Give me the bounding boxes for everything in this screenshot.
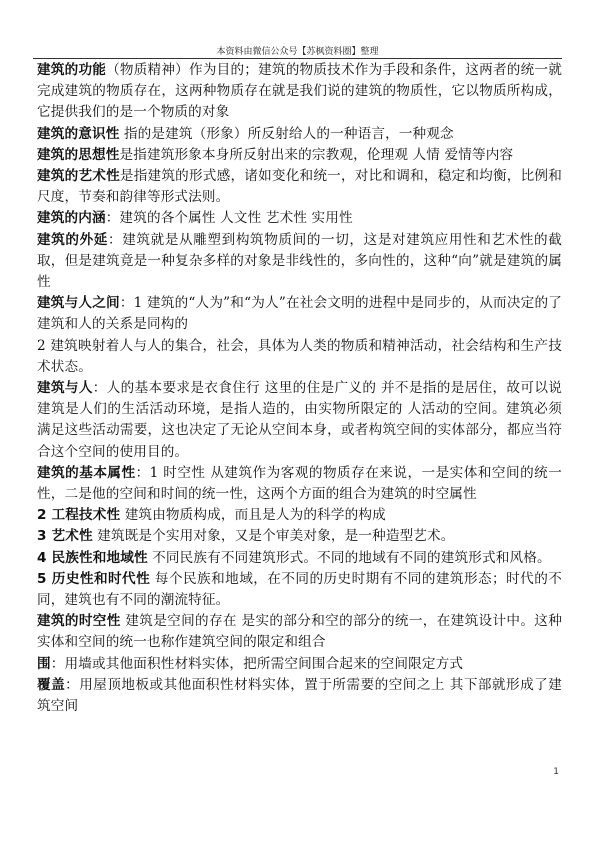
- paragraph: [37, 654, 562, 675]
- paragraph-text: ：1 时空性 从建筑作为客观的物质存在来说，一是实体和空间的统一性，二是他的空间和时间的统一性，这两个方面的组合为建筑的时空属性: [37, 464, 562, 503]
- paragraph-text: 每个民族和地域，在不同的历史时期有不同的建筑形态；时代的不同，建筑也有不同的潮流特征。: [37, 570, 562, 609]
- paragraph-text: ：建筑就是从雕塑到构筑物质间的一切，这是对建筑应用性和艺术性的截取，但是建筑竟是一种复杂多样的对象是非线性的，多向性的，这种“向”就是建筑的属性: [37, 231, 562, 291]
- header-divider: [33, 58, 562, 59]
- paragraph: [37, 336, 562, 378]
- paragraph: [37, 293, 562, 335]
- paragraph-term: 建筑与人之间: [37, 295, 120, 312]
- paragraph-term: 建筑的功能: [37, 62, 107, 78]
- paragraph-term: 建筑的基本属性: [37, 464, 136, 481]
- paragraph-term: 建筑的意识性: [37, 125, 120, 142]
- paragraph: [37, 60, 562, 124]
- paragraph-term: 建筑的时空性: [37, 613, 121, 630]
- paragraph: [37, 378, 562, 463]
- paragraph: [37, 463, 562, 505]
- paragraph-term: 建筑的思想性: [37, 146, 120, 163]
- paragraph-term: 3 艺术性: [37, 528, 93, 545]
- paragraph-text: 指的是建筑（形象）所反射给人的一种语言，一种观念: [119, 125, 454, 142]
- paragraph-text: 2 建筑映射着人与人的集合，社会，具体为人类的物质和精神活动，社会结构和生产技术状态。: [37, 337, 562, 375]
- paragraph-term: 2 工程技术性: [37, 507, 121, 524]
- paragraph-text: ：人的基本要求是衣食住行 这里的住是广义的 并不是指的是居住，故可以说建筑是人们的生活活动环境，是指人造的，由实物所限定的 人活动的空间。建筑必须满足这些活动需要，这也决定了无论从空间本身，或者构筑空间的实体部分，都应当符合这个空间的使用目的。: [37, 380, 563, 460]
- paragraph: [37, 569, 562, 611]
- paragraph: [37, 526, 562, 547]
- paragraph: [37, 505, 562, 526]
- paragraph: [37, 611, 562, 653]
- paragraph-term: 建筑与人: [37, 380, 93, 397]
- paragraph-term: 4 民族性和地域性: [37, 549, 148, 566]
- paragraph: [37, 166, 562, 208]
- paragraph: [37, 675, 562, 717]
- paragraph: [37, 230, 562, 294]
- paragraph: [37, 208, 562, 229]
- paragraph-term: 建筑的外延: [37, 231, 109, 248]
- paragraph-term: 5 历史性和时代性: [37, 570, 151, 587]
- page-header: 本资料由微信公众号【苏枫资料圈】整理: [216, 47, 379, 57]
- paragraph-term: 覆盖: [37, 676, 66, 693]
- paragraph-text: 是指建筑的形式感，诸如变化和统一，对比和调和，稳定和均衡，比例和尺度，节奏和韵律等形式法则。: [37, 168, 562, 206]
- paragraph: [37, 548, 562, 569]
- paragraph-text: 不同民族有不同建筑形式。不同的地域有不同的建筑形式和风格。: [147, 549, 551, 566]
- paragraph-text: ：1 建筑的“人为”和“为人”在社会文明的进程中是同步的，从而决定的了建筑和人的关系是同构的: [37, 295, 563, 333]
- paragraph-text: 建筑是空间的存在 是实的部分和空的部分的统一，在建筑设计中。这种实体和空间的统一也称作建筑空间的限定和组合: [37, 613, 562, 651]
- paragraph-text: 建筑由物质构成，而且是人为的科学的构成: [120, 507, 386, 524]
- paragraph-text: 建筑既是个实用对象，又是个审美对象，是一种造型艺术。: [92, 528, 455, 545]
- paragraph-term: 建筑的艺术性: [37, 168, 120, 185]
- paragraph: [37, 145, 562, 166]
- paragraph: [37, 124, 562, 145]
- paragraph-text: （物质精神）作为目的；建筑的物质技术作为手段和条件，这两者的统一就完成建筑的物质存在，这两种物质存在就是我们说的建筑的物质性，它以物质所构成，它提供我们的是一个物质的对象: [37, 62, 562, 121]
- page-number: 1: [553, 767, 559, 777]
- paragraph-text: ：用屋顶地板或其他面积性材料实体，置于所需要的空间之上 其下部就形成了建筑空间: [37, 676, 562, 715]
- paragraph-text: 是指建筑形象本身所反射出来的宗教观，伦理观 人情 爱情等内容: [119, 146, 514, 163]
- document-body: [37, 60, 562, 717]
- paragraph-text: ：建筑的各个属性 人文性 艺术性 实用性: [105, 210, 353, 227]
- paragraph-text: ：用墙或其他面积性材料实体，把所需空间围合起来的空间限定方式: [50, 655, 464, 672]
- paragraph-term: 围: [37, 655, 51, 672]
- paragraph-term: 建筑的内涵: [37, 210, 106, 227]
